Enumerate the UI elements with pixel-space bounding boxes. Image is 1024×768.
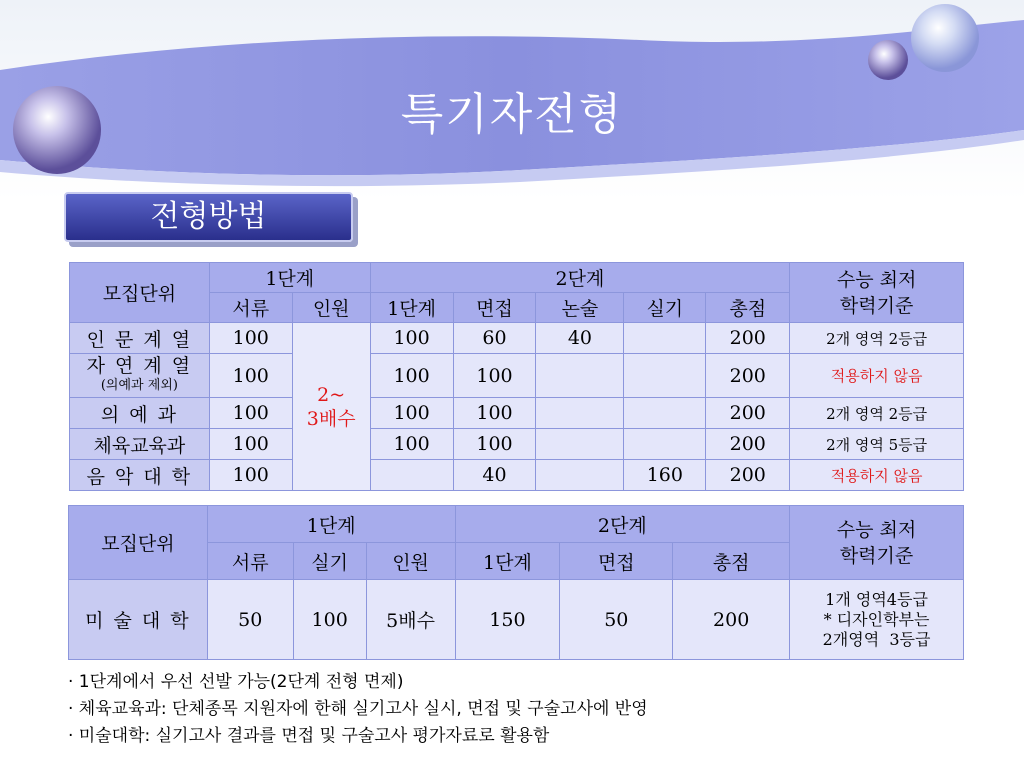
total-cell: 200 bbox=[706, 354, 790, 398]
csat-cell: 2개 영역 5등급 bbox=[790, 429, 964, 460]
table-row bbox=[70, 460, 964, 491]
total-cell: 200 bbox=[673, 580, 790, 660]
header-docs: 서류 bbox=[207, 543, 293, 580]
table-row bbox=[69, 580, 964, 660]
header-stage1: 1단계 bbox=[207, 506, 455, 543]
csat-cell: 1개 영역4등급 * 디자인학부는 2개영역 3등급 bbox=[790, 580, 964, 660]
s2-stage1-cell: 100 bbox=[370, 354, 453, 398]
interview-cell: 50 bbox=[560, 580, 673, 660]
total-cell: 200 bbox=[706, 398, 790, 429]
interview-cell: 60 bbox=[453, 323, 536, 354]
s2-stage1-cell bbox=[370, 460, 453, 491]
header-s2-stage1: 1단계 bbox=[370, 293, 453, 323]
interview-cell: 100 bbox=[453, 398, 536, 429]
essay-cell bbox=[536, 398, 624, 429]
practical-cell: 100 bbox=[293, 580, 366, 660]
s2-stage1-cell: 100 bbox=[370, 398, 453, 429]
header-interview: 면접 bbox=[453, 293, 536, 323]
header-total: 총점 bbox=[673, 543, 790, 580]
csat-cell: 2개 영역 2등급 bbox=[790, 398, 964, 429]
header-headcount: 인원 bbox=[292, 293, 370, 323]
header-csat: 수능 최저 학력기준 bbox=[790, 506, 964, 580]
header-total: 총점 bbox=[706, 293, 790, 323]
csat-cell: 적용하지 않음 bbox=[790, 354, 964, 398]
essay-cell: 40 bbox=[536, 323, 624, 354]
header-unit: 모집단위 bbox=[69, 506, 208, 580]
header-stage2: 2단계 bbox=[455, 506, 790, 543]
interview-cell: 100 bbox=[453, 354, 536, 398]
csat-cell: 적용하지 않음 bbox=[790, 460, 964, 491]
header-interview: 면접 bbox=[560, 543, 673, 580]
headcount-cell: 5배수 bbox=[366, 580, 455, 660]
header-s2-stage1: 1단계 bbox=[455, 543, 560, 580]
notes bbox=[68, 669, 648, 750]
docs-cell: 100 bbox=[209, 354, 292, 398]
unit-cell: 인 문 계 열 bbox=[70, 323, 210, 354]
header-practical: 실기 bbox=[624, 293, 706, 323]
docs-cell: 100 bbox=[209, 429, 292, 460]
table-row bbox=[70, 354, 964, 398]
admission-table-1 bbox=[69, 262, 964, 491]
essay-cell bbox=[536, 429, 624, 460]
essay-cell bbox=[536, 354, 624, 398]
header-unit: 모집단위 bbox=[70, 263, 210, 323]
header-docs: 서류 bbox=[209, 293, 292, 323]
headcount-cell: 2~ 3배수 bbox=[292, 323, 370, 491]
header-practical: 실기 bbox=[293, 543, 366, 580]
note-item: · 1단계에서 우선 선발 가능(2단계 전형 면제) bbox=[68, 672, 404, 692]
s2-stage1-cell: 100 bbox=[370, 429, 453, 460]
unit-cell: 의 예 과 bbox=[70, 398, 210, 429]
section-label: 전형방법 bbox=[64, 192, 353, 242]
table-row bbox=[70, 429, 964, 460]
header-headcount: 인원 bbox=[366, 543, 455, 580]
page-title: 특기자전형 bbox=[400, 89, 624, 140]
unit-cell: 미 술 대 학 bbox=[69, 580, 208, 660]
docs-cell: 100 bbox=[209, 323, 292, 354]
header-essay: 논술 bbox=[536, 293, 624, 323]
practical-cell bbox=[624, 354, 706, 398]
csat-cell: 2개 영역 2등급 bbox=[790, 323, 964, 354]
docs-cell: 100 bbox=[209, 398, 292, 429]
interview-cell: 40 bbox=[453, 460, 536, 491]
total-cell: 200 bbox=[706, 460, 790, 491]
header-stage1: 1단계 bbox=[209, 263, 370, 293]
s2-stage1-cell: 150 bbox=[455, 580, 560, 660]
practical-cell: 160 bbox=[624, 460, 706, 491]
practical-cell bbox=[624, 429, 706, 460]
total-cell: 200 bbox=[706, 323, 790, 354]
docs-cell: 50 bbox=[207, 580, 293, 660]
interview-cell: 100 bbox=[453, 429, 536, 460]
docs-cell: 100 bbox=[209, 460, 292, 491]
note-item: · 미술대학: 실기고사 결과를 면접 및 구술고사 평가자료로 활용함 bbox=[68, 726, 550, 746]
admission-table-2 bbox=[68, 505, 964, 660]
note-item: · 체육교육과: 단체종목 지원자에 한해 실기고사 실시, 면접 및 구술고사에 반영 bbox=[68, 699, 648, 719]
unit-cell: 체육교육과 bbox=[70, 429, 210, 460]
total-cell: 200 bbox=[706, 429, 790, 460]
unit-cell: 자 연 계 열 (의예과 제외) bbox=[70, 354, 210, 398]
essay-cell bbox=[536, 460, 624, 491]
practical-cell bbox=[624, 398, 706, 429]
s2-stage1-cell: 100 bbox=[370, 323, 453, 354]
table-row bbox=[70, 323, 964, 354]
header-stage2: 2단계 bbox=[370, 263, 790, 293]
header-csat: 수능 최저 학력기준 bbox=[790, 263, 964, 323]
table-row bbox=[70, 398, 964, 429]
unit-cell: 음 악 대 학 bbox=[70, 460, 210, 491]
practical-cell bbox=[624, 323, 706, 354]
